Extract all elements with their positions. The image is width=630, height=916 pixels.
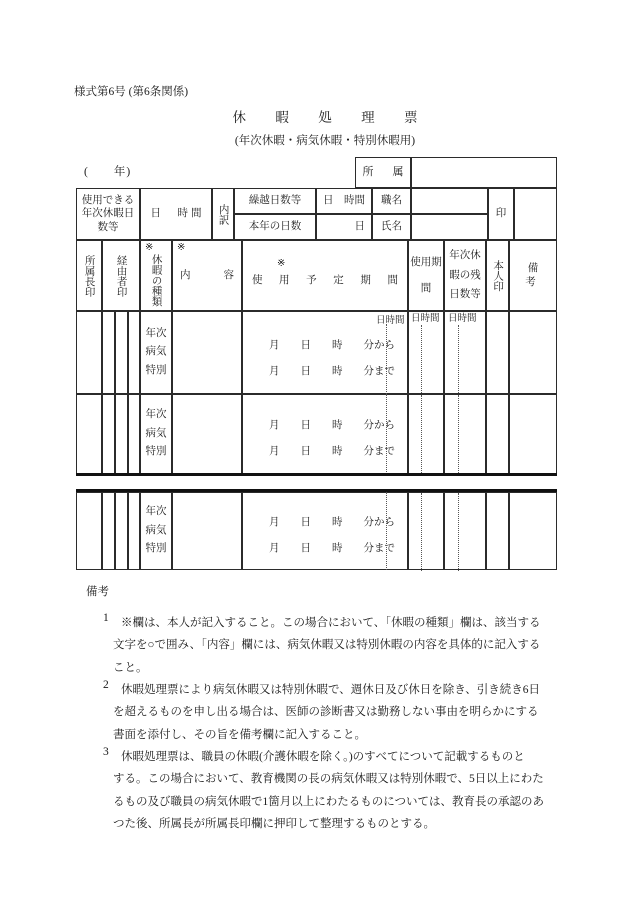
job-title-value[interactable] [411, 188, 488, 214]
row2-remarks[interactable] [509, 394, 557, 474]
note-3-body [113, 746, 557, 836]
row2-via-seal-b[interactable] [115, 394, 128, 474]
row2-content[interactable] [172, 394, 242, 474]
row2-remaining-divider [458, 395, 459, 475]
row3-used-period[interactable] [408, 492, 444, 570]
row1-leave-type-option-2[interactable]: 特別 [145, 364, 167, 376]
notes-heading: 備考 [86, 586, 109, 598]
row1-self-seal[interactable] [486, 311, 509, 394]
col-header-planned-period [242, 240, 408, 311]
page-subtitle: (年次休暇・病気休暇・特別休暇用) [234, 135, 416, 147]
note-3-line-3: つた後、所属長が所属長印欄に押印して整理するものとする。 [113, 818, 435, 831]
row1-content[interactable] [172, 311, 242, 394]
row1-used-period[interactable] [408, 311, 444, 394]
job-title-label: 職名 [372, 188, 411, 214]
note-3-line-0: 休暇処理票は、職員の休暇(介護休暇を除く。)のすべてについて記載するものと [121, 751, 525, 763]
row1-planned-period-divider [386, 324, 387, 394]
col-header-content [172, 240, 242, 311]
note-2-line-1: を超えるものを申し出る場合は、医師の診断書又は勤務しない事由を明らかにする [113, 706, 539, 719]
row2-time-from[interactable]: 月 日 時 分から [269, 420, 395, 431]
year-field: ( 年) [84, 166, 132, 178]
row1-time-from[interactable]: 月 日 時 分から [269, 340, 395, 351]
row1-planned-period-unit: 日時間 [376, 316, 405, 326]
row2-planned-period-divider [386, 394, 387, 474]
row3-remarks[interactable] [509, 492, 557, 570]
carryover-value[interactable]: 日 時間 [316, 188, 372, 214]
name-label: 氏名 [372, 214, 411, 240]
row2-used-period[interactable] [408, 394, 444, 474]
mark-icon-content: ※ [177, 242, 186, 253]
col-header-self-seal [486, 240, 509, 311]
affiliation-value[interactable] [411, 157, 557, 188]
page-title: 休 暇 処 理 票 [232, 110, 431, 125]
row2-time-to[interactable]: 月 日 時 分まで [269, 446, 395, 457]
col-header-dept-head-seal-text: 所属長印 [83, 254, 95, 297]
col-header-remarks: 備 考 [509, 240, 557, 311]
row2-via-seal-c[interactable] [128, 394, 140, 474]
form-number: 様式第6号 (第6条関係) [74, 86, 189, 98]
row2-used-period-divider [421, 395, 422, 475]
row2-dept-head-seal[interactable] [76, 394, 102, 474]
entitlement-value[interactable]: 日 時間 [140, 188, 212, 240]
note-1-line-1: 文字を○で囲み、「内容」欄には、病気休暇又は特別休暇の内容を具体的に記入する [113, 639, 541, 652]
note-2-line-2: 書面を添付し、その旨を備考欄に記入すること。 [113, 728, 366, 741]
row1-via-seal-c[interactable] [128, 311, 140, 394]
row1-dept-head-seal[interactable] [76, 311, 102, 394]
carryover-label: 繰越日数等 [234, 188, 316, 214]
row3-remaining[interactable] [444, 492, 486, 570]
row3-time-to[interactable]: 月 日 時 分まで [269, 543, 395, 554]
row2-leave-type-option-2[interactable]: 特別 [145, 446, 167, 458]
row1-remaining-divider [458, 325, 459, 395]
row3-via-seal-a[interactable] [102, 492, 115, 570]
note-1-line-2: こと。 [113, 661, 148, 674]
col-header-planned-period-text: 使 用 予 定 期 間 [251, 275, 406, 287]
row3-dept-head-seal[interactable] [76, 492, 102, 570]
mark-icon-leave-type: ※ [145, 242, 154, 253]
col-header-used-period: 使用期間 [408, 240, 444, 311]
person-seal-box[interactable]: 印 [488, 188, 514, 240]
row3-content[interactable] [172, 492, 242, 570]
row2-remaining[interactable] [444, 394, 486, 474]
note-3-line-2: るもの及び職員の病気休暇で1箇月以上にわたるものについては、教育長の承認のあ [113, 795, 545, 808]
note-2-line-0: 休暇処理票により病気休暇又は特別休暇で、週休日及び休日を除き、引き続き6日 [121, 684, 541, 696]
note-3-line-1: する。この場合において、教育機関の長の病気休暇又は特別休暇で、5日以上にわた [113, 773, 544, 786]
row1-leave-type[interactable] [140, 311, 172, 394]
row3-remaining-divider [458, 493, 459, 571]
col-header-dept-head-seal [76, 240, 102, 311]
mark-icon-planned-period: ※ [277, 258, 286, 269]
row3-via-seal-b[interactable] [115, 492, 128, 570]
row1-time-to[interactable]: 月 日 時 分まで [269, 366, 395, 377]
row1-leave-type-option-1[interactable]: 病気 [145, 346, 167, 358]
col-header-via-seal [102, 240, 140, 311]
current-year-value[interactable]: 日 [316, 214, 372, 240]
row1-used-period-divider [421, 325, 422, 395]
note-1-line-0: ※欄は、本人が記入すること。この場合において、「休暇の種類」欄は、該当する [121, 617, 541, 629]
row2-via-seal-a[interactable] [102, 394, 115, 474]
row2-leave-type-option-1[interactable]: 病気 [145, 427, 167, 439]
note-2-number: 2 [103, 679, 109, 691]
row2-leave-type[interactable] [140, 394, 172, 474]
row1-used-period-unit: 日時間 [411, 314, 440, 324]
row1-via-seal-a[interactable] [102, 311, 115, 394]
affiliation-label: 所 属 [355, 157, 411, 188]
row1-remaining[interactable] [444, 311, 486, 394]
note-3-number: 3 [103, 746, 109, 758]
row3-leave-type-option-2[interactable]: 特別 [145, 543, 167, 555]
row2-planned-period[interactable] [242, 394, 408, 474]
row3-leave-type-option-1[interactable]: 病気 [145, 524, 167, 536]
row3-via-seal-c[interactable] [128, 492, 140, 570]
row1-leave-type-option-0[interactable]: 年次 [145, 327, 167, 339]
row3-leave-type-option-0[interactable]: 年次 [145, 506, 167, 518]
section-break-rule-top [76, 473, 557, 476]
row3-self-seal[interactable] [486, 492, 509, 570]
row2-self-seal[interactable] [486, 394, 509, 474]
entitlement-breakdown-label-text: 内訳 [217, 203, 229, 225]
col-header-leave-type [140, 240, 172, 311]
note-2-body [113, 679, 551, 746]
col-header-self-seal-text: 本人印 [492, 259, 504, 292]
header-spare-box[interactable] [514, 188, 557, 240]
row3-leave-type[interactable] [140, 492, 172, 570]
row1-via-seal-b[interactable] [115, 311, 128, 394]
row3-used-period-divider [421, 493, 422, 571]
col-header-remaining: 年次休暇の残日数等 [444, 240, 486, 311]
entitlement-label: 使用できる年次休暇日数等 [76, 188, 140, 240]
row3-time-from[interactable]: 月 日 時 分から [269, 517, 395, 528]
name-value[interactable] [411, 214, 488, 240]
entitlement-breakdown-label [212, 188, 234, 240]
col-header-via-seal-text: 経由者印 [115, 254, 127, 297]
row3-planned-period[interactable] [242, 492, 408, 570]
row1-remarks[interactable] [509, 311, 557, 394]
row2-leave-type-option-0[interactable]: 年次 [145, 409, 167, 421]
current-year-label: 本年の日数 [234, 214, 316, 240]
col-header-content-text: 内 容 [180, 269, 238, 281]
row3-planned-period-divider [386, 492, 387, 570]
row1-remaining-unit: 日時間 [448, 314, 477, 324]
note-1-body [113, 612, 551, 679]
note-1-number: 1 [103, 612, 109, 624]
col-header-leave-type-text: 休暇の種類 [150, 253, 162, 307]
